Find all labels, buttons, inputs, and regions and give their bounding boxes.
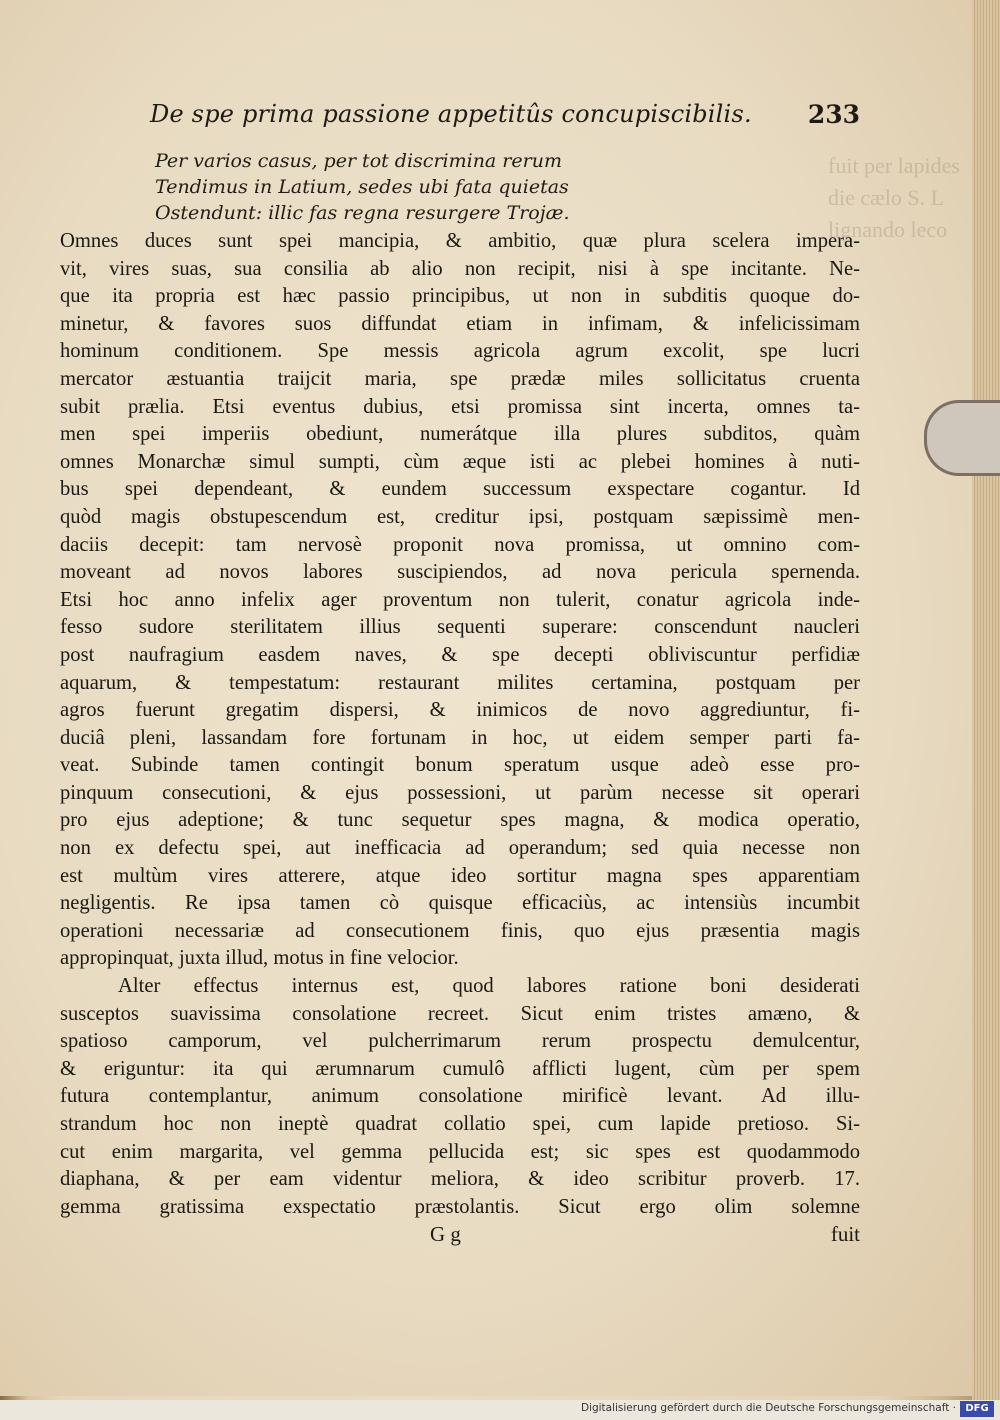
text-line: diaphana, & per eam videntur meliora, & ideo scribitur proverb. 17. <box>60 1168 860 1191</box>
text-line: & eriguntur: ita qui ærumnarum cumulô afflicti lugent, cùm per spem <box>60 1057 860 1080</box>
text-line: minetur, & favores suos diffundat etiam in infimam, & infelicissimam <box>60 312 860 335</box>
page-footer <box>0 1222 860 1252</box>
text-line: post naufragium easdem naves, & spe decepti obliviscuntur perfidiæ <box>60 643 860 666</box>
text-line: vit, vires suas, sua consilia ab alio non recipit, nisi à spe incitante. Ne- <box>60 257 860 280</box>
text-line: cut enim margarita, vel gemma pellucida est; sic spes est quodammodo <box>60 1140 860 1163</box>
text-line: aquarum, & tempestatum: restaurant milites certamina, postquam per <box>60 671 860 694</box>
text-line: duciâ pleni, lassandam fore fortunam in hoc, ut eidem semper parti fa- <box>60 726 860 749</box>
text-line: omnes Monarchæ simul sumpti, cùm æque isti ac plebei homines à nuti- <box>60 450 860 473</box>
text-line: non ex defectu spei, aut inefficacia ad operandum; sed quia necesse non <box>60 837 860 860</box>
text-line: veat. Subinde tamen contingit bonum speratum usque adeò esse pro- <box>60 754 860 777</box>
text-line: pinquum consecutioni, & ejus possessioni, ut parùm necesse sit operari <box>60 781 860 804</box>
text-line: agros fuerunt gregatim dispersi, & inimicos de novo aggrediuntur, fi- <box>60 699 860 722</box>
text-line: appropinquat, juxta illud, motus in fine velocior. <box>60 947 459 970</box>
text-line: men spei imperiis obediunt, numerátque illa plures subditos, quàm <box>60 423 860 446</box>
page-clip <box>924 400 1000 476</box>
text-line: operationi necessariæ ad consecutionem finis, quo ejus præsentia magis <box>60 919 860 942</box>
catchword: fuit <box>830 1222 860 1246</box>
text-line: moveant ad novos labores suscipiendos, ad nova pericula spernenda. <box>60 561 860 584</box>
text-line: quòd magis obstupescendum est, creditur ipsi, postquam sæpissimè men- <box>60 505 860 528</box>
text-line: futura contemplantur, animum consolatione mirificè levant. Ad illu- <box>60 1085 860 1108</box>
verse-line: Per varios casus, per tot discrimina rerum <box>155 150 562 172</box>
bleed-through-text: fuit per lapides die cælo S. L lignando leco <box>828 153 960 242</box>
text-line: negligentis. Re ipsa tamen cò quisque efficaciùs, ac intensiùs incumbit <box>60 892 860 915</box>
text-line: que ita propria est hæc passio principibus, ut non in subditis quoque do- <box>60 285 860 308</box>
text-line: susceptos suavissima consolatione recreet. Sicut enim tristes amæno, & <box>60 1002 860 1025</box>
text-line: daciis decepit: tam nervosè proponit nova promissa, ut omnino com- <box>60 533 860 556</box>
page-edges <box>972 0 1000 1400</box>
text-line: spatioso camporum, vel pulcherrimarum rerum prospectu demulcentur, <box>60 1030 860 1053</box>
text-line: bus spei dependeant, & eundem successum exspectare cogantur. Id <box>60 478 860 501</box>
text-line: gemma gratissima exspectatio præstolantis. Sicut ergo olim solemne <box>60 1195 860 1218</box>
text-line: fesso sudore sterilitatem illius sequenti superare: conscendunt naucleri <box>60 616 860 639</box>
text-line: Omnes duces sunt spei mancipia, & ambitio, quæ plura scelera impera- <box>60 230 860 252</box>
body-text <box>60 228 860 1221</box>
page-number: 233 <box>807 100 860 129</box>
running-header <box>150 100 860 140</box>
text-line: strandum hoc non ineptè quadrat collatio spei, cum lapide pretioso. Si- <box>60 1113 860 1135</box>
dfg-logo: DFG <box>960 1401 994 1417</box>
signature-mark: G g <box>430 1222 461 1246</box>
text-line: subit prælia. Etsi eventus dubius, etsi promissa sint incerta, omnes ta- <box>60 395 860 418</box>
text-line: Alter effectus internus est, quod labores ratione boni desiderati <box>118 975 860 998</box>
verse-line: Ostendunt: illic fas regna resurgere Trojæ. <box>155 202 570 224</box>
text-line: est multùm vires atterere, atque ideo sortitur magna spes apparentiam <box>60 864 860 887</box>
text-line: Etsi hoc anno infelix ager proventum non tulerit, conatur agricola inde- <box>60 588 860 611</box>
text-line: hominum conditionem. Spe messis agricola agrum excolit, spe lucri <box>60 340 860 363</box>
digitization-credit: Digitalisierung gefördert durch die Deutsche Forschungsgemeinschaft · <box>580 1402 956 1414</box>
text-line: mercator æstuantia traijcit maria, spe prædæ miles sollicitatus cruenta <box>60 367 860 390</box>
text-line: pro ejus adeptione; & tunc sequetur spes magna, & modica operatio, <box>60 809 860 832</box>
running-title: De spe prima passione appetitûs concupiscibilis. <box>150 100 752 128</box>
verse-quotation <box>155 148 715 226</box>
verse-line: Tendimus in Latium, sedes ubi fata quietas <box>155 176 569 198</box>
